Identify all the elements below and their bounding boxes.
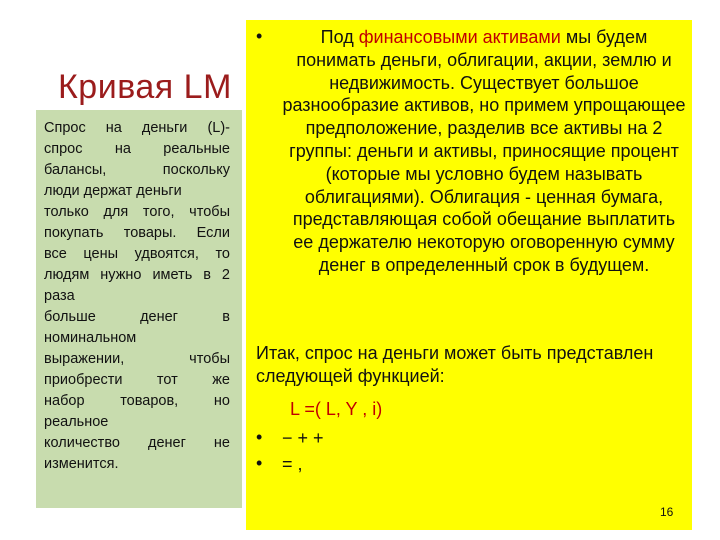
intro-paragraph: [282, 26, 686, 277]
conclusion-text: Итак, спрос на деньги может быть представлен следующей функцией:: [256, 343, 654, 386]
left-line: все цены удвоятся, то: [44, 246, 230, 262]
left-line: реальное: [44, 414, 109, 430]
left-line: номинальном: [44, 330, 137, 346]
left-line: больше денег в: [44, 309, 230, 325]
left-line: раза: [44, 288, 75, 304]
money-demand-formula: L =( L, Y , i): [290, 399, 383, 419]
bullet-point-icon: •: [256, 26, 263, 46]
left-line: количество денег не: [44, 435, 230, 451]
page-number: 16: [660, 505, 674, 519]
financial-assets-highlight: финансовыми активами: [358, 27, 561, 47]
intro-prefix: Под: [320, 27, 359, 47]
intro-rest: мы будем понимать деньги, облигации, акции, землю и недвижимость. Существует большое разнообразие активов, но примем упрощающее предположение, разделив все активы на 2 группы: деньги и активы, приносящие процент (которые мы условно будем называть облигациями). Облигация - ценная бумага, представляющая собой обещание выплатить ее держателю некоторую оговоренную сумму денег в определенный срок в будущем.: [282, 27, 686, 275]
left-line: балансы, поскольку: [44, 162, 230, 178]
left-line: только для того, чтобы: [44, 204, 230, 220]
partial-derivative-signs: − + +: [282, 428, 324, 448]
left-line: набор товаров, но: [44, 393, 230, 409]
left-line: покупать товары. Если: [44, 225, 230, 241]
left-line: людям нужно иметь в 2: [44, 267, 230, 283]
left-line: спрос на реальные: [44, 141, 230, 157]
bullet-point-icon: •: [256, 453, 263, 473]
left-line: люди держат деньги: [44, 183, 182, 199]
bullet-point-icon: •: [256, 427, 263, 447]
slide-title: Кривая LM: [58, 68, 232, 106]
equality-signs: = ,: [282, 454, 303, 474]
left-line: приобрести тот же: [44, 372, 230, 388]
left-text-block: [44, 118, 230, 475]
left-line: Спрос на деньги (L)-: [44, 120, 230, 136]
left-line: изменится.: [44, 456, 119, 472]
left-line: выражении, чтобы: [44, 351, 230, 367]
